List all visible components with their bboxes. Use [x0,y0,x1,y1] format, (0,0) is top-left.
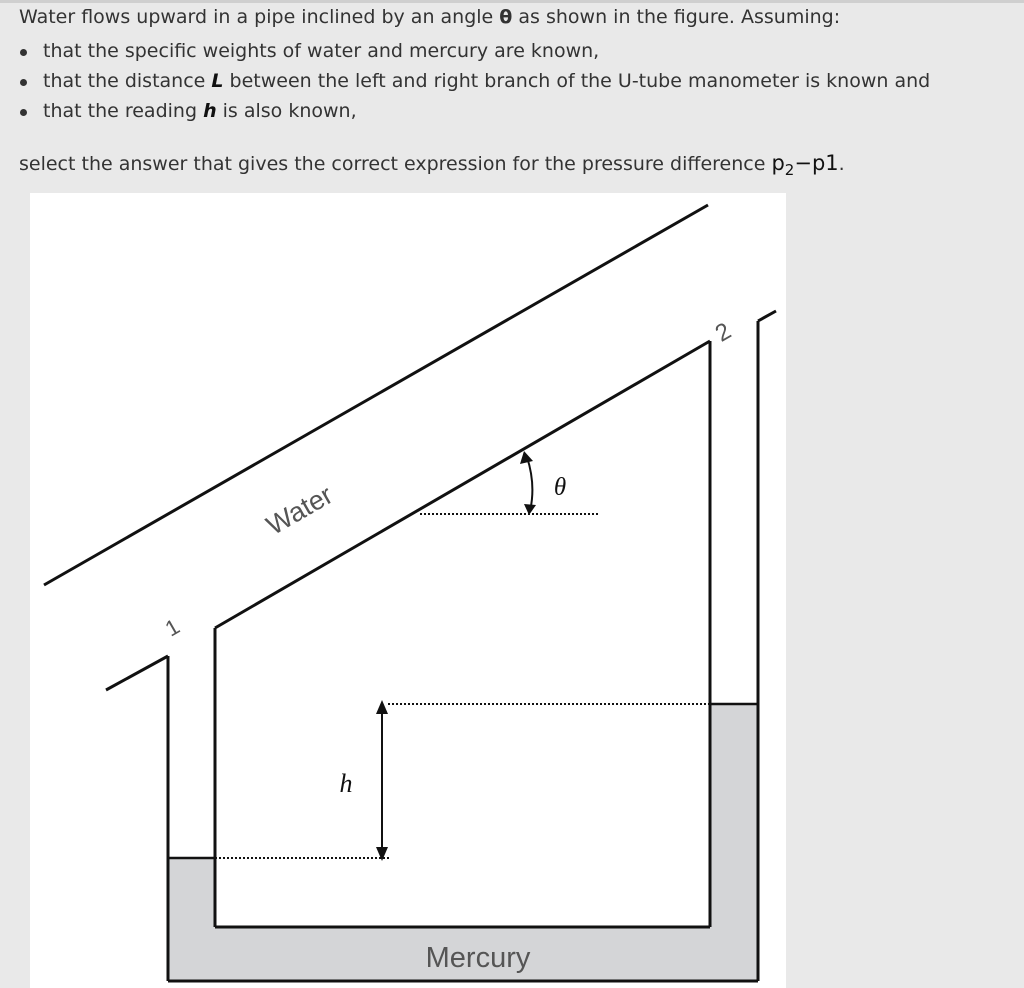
assumption-text-2a: that the distance [43,70,212,92]
assumption-text-3a: that the reading [43,100,204,122]
section-1-label: 1 [160,613,184,642]
manometer-figure [30,193,786,988]
assumption-item-1 [19,36,1009,66]
mercury-fill [168,704,758,981]
theta-angle-arc [527,457,532,511]
p2-subscript: 2 [784,161,795,179]
assumption-text-2b: between the left and right branch of the U-tube manometer is known and [223,70,931,92]
prompt-text: select the answer that gives the correct expression for the pressure difference [19,153,772,175]
p1-term: p1 [811,151,839,175]
pipe-lower-wall [215,341,710,628]
mercury-label: Mercury [425,942,531,974]
assumption-item-2 [19,66,1009,96]
water-label: Water [261,479,338,541]
question-text [19,2,1009,126]
theta-arc-arrow-top-icon [520,451,533,464]
intro-text-1: Water flows upward in a pipe inclined by an angle [19,6,500,28]
question-intro [19,2,1009,32]
h-arrow-up-icon [376,700,388,714]
minus-sign: − [794,151,812,175]
bullet-dot-icon [20,109,27,116]
bullet-dot-icon [20,79,27,86]
period: . [838,153,845,175]
h-label: h [339,769,353,798]
assumption-list [19,36,1009,126]
question-prompt [19,148,845,179]
p2-base: p [771,151,785,175]
theta-label: θ [553,474,567,501]
bullet-dot-icon [20,49,27,56]
assumption-item-3 [19,96,1009,126]
theta-symbol: θ [499,6,513,28]
h-arrow-down-icon [376,847,388,861]
pressure-difference-expression [771,151,839,179]
assumption-text-1: that the specific weights of water and mercury are known, [43,40,600,62]
variable-h: h [203,100,217,122]
variable-L: L [211,70,224,92]
pipe-upper-wall [44,205,708,585]
section-1-stub [106,656,168,690]
section-2-label: 2 [710,317,736,348]
intro-text-2: as shown in the figure. Assuming: [512,6,841,28]
section-2-stub [758,311,776,321]
assumption-text-3b: is also known, [216,100,357,122]
manometer-diagram [30,193,786,988]
